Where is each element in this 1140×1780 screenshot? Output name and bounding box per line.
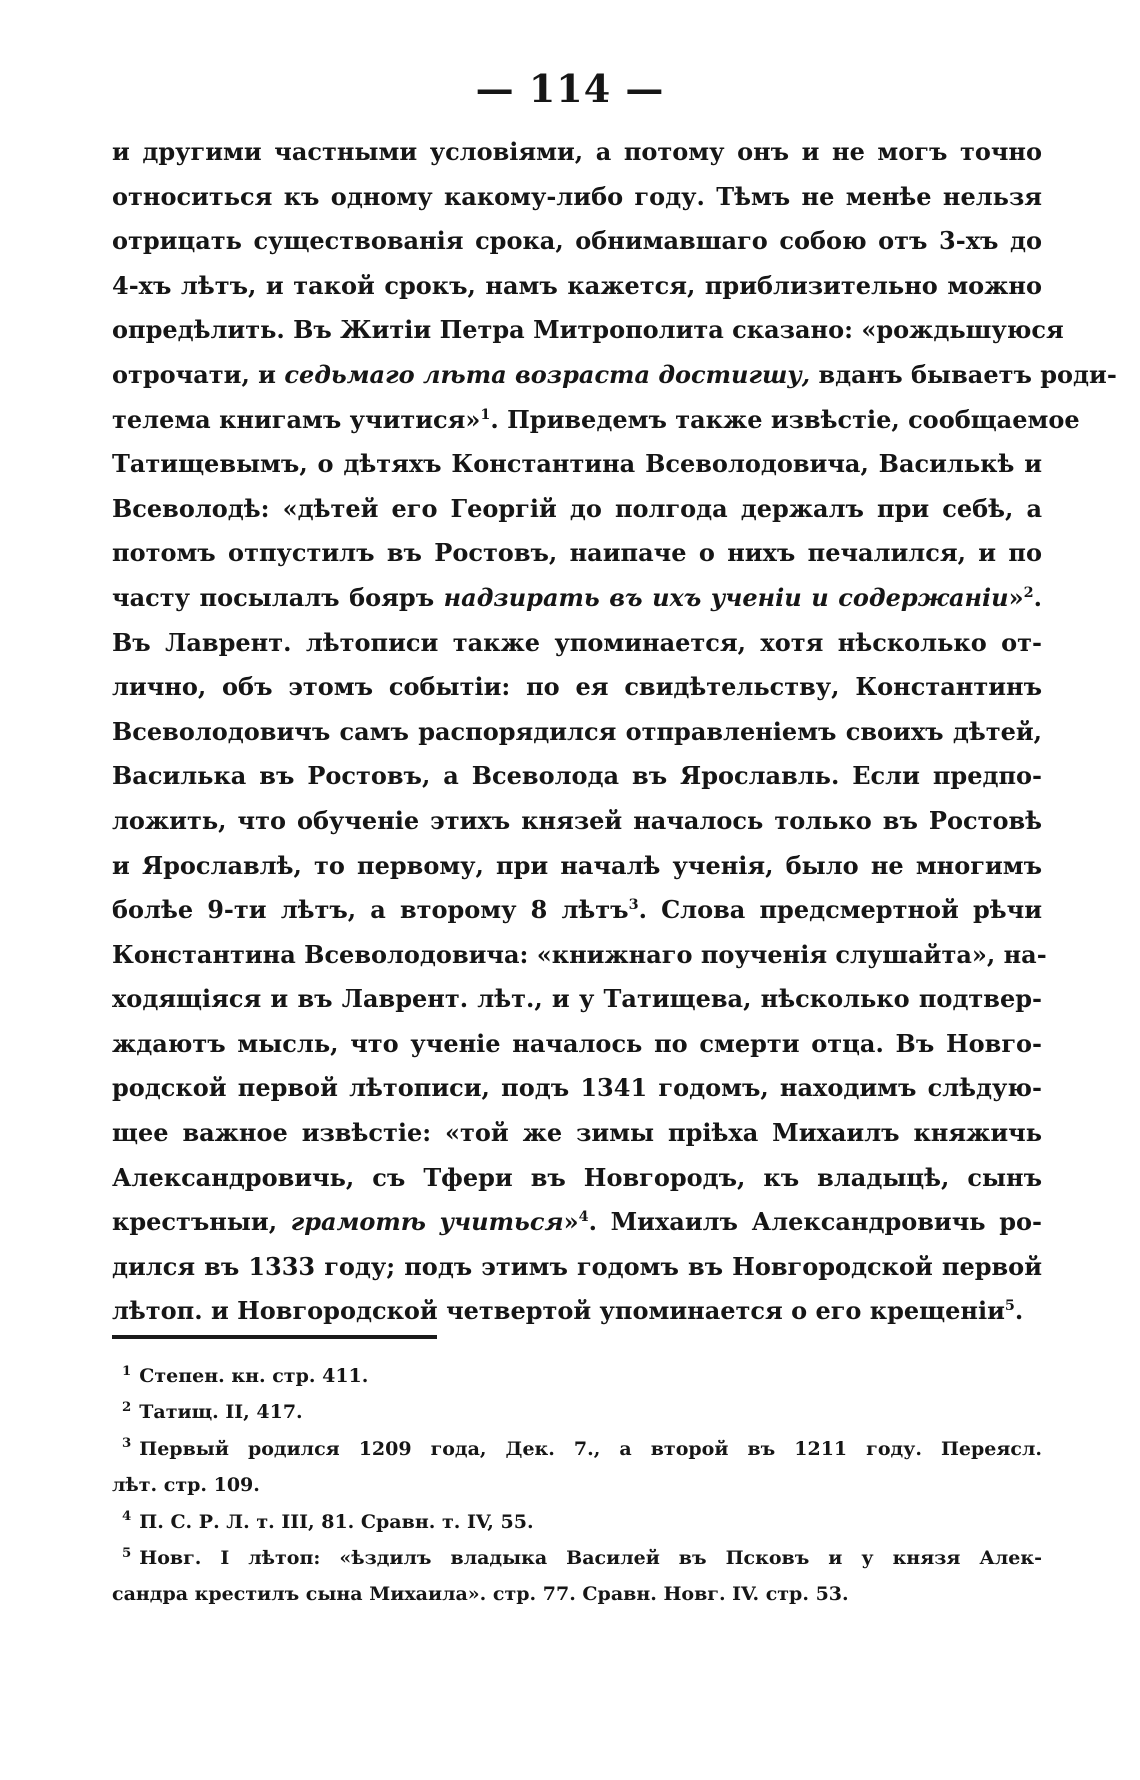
footnote-ref: 2 bbox=[1023, 583, 1034, 601]
footnote-ref: 4 bbox=[578, 1208, 589, 1226]
text-line: 4-хъ лѣтъ, и такой срокъ, намъ кажется, приблизительно можно bbox=[112, 270, 1042, 300]
text-line: часту посылалъ бояръ надзирать въ ихъ ученіи и содержаніи»$^2$. bbox=[112, 582, 1042, 612]
footnote-marker: 5 bbox=[122, 1545, 132, 1561]
main-text bbox=[112, 130, 1117, 1334]
text-line: ходящіяся и въ Лаврент. лѣт., и у Татищева, нѣсколько подтвер- bbox=[112, 984, 1042, 1014]
italic-text: седьмаго лѣта возраста достигшу, bbox=[284, 359, 811, 389]
text-line: Константина Всеволодовича: «книжнаго поученія слушайта», на- bbox=[112, 939, 1047, 969]
page-number: — 114 — bbox=[475, 66, 665, 111]
text-line: ждаютъ мысль, что ученіе началось по смерти отца. Въ Новго- bbox=[112, 1028, 1042, 1058]
footnote-divider bbox=[112, 1335, 437, 1339]
footnote: $^5$ Новг. I лѣтоп: «ѣздилъ владыка Василей въ Псковъ и у князя Алек- bbox=[122, 1545, 1042, 1569]
footnote-marker: 1 bbox=[122, 1363, 132, 1379]
footnote-marker: 2 bbox=[122, 1400, 132, 1416]
text-line: щее важное извѣстіе: «той же зимы пріѣха Михаилъ княжичь bbox=[112, 1118, 1042, 1148]
text-line: лично, объ этомъ событіи: по ея свидѣтельству, Константинъ bbox=[112, 672, 1042, 702]
text-line: и другими частными условіями, а потому онъ и не могъ точно bbox=[112, 137, 1042, 166]
footnote-continuation: лѣт. стр. 109. bbox=[112, 1474, 260, 1497]
text-line: потомъ отпустилъ въ Ростовъ, наипаче о нихъ печалился, и по bbox=[112, 538, 1042, 568]
footnote: $^2$ Татищ. II, 417. bbox=[122, 1400, 303, 1424]
text-line: опредѣлить. Въ Житіи Петра Митрополита сказано: «рождьшуюся bbox=[112, 315, 1064, 345]
text-line: дился въ 1333 году; подъ этимъ годомъ въ Новгородской первой bbox=[112, 1251, 1042, 1281]
footnote: $^3$ Первый родился 1209 года, Дек. 7., а второй въ 1211 году. Переясл. bbox=[122, 1436, 1042, 1460]
text-line: болѣе 9-ти лѣтъ, а второму 8 лѣтъ$^3$. Слова предсмертной рѣчи bbox=[112, 895, 1042, 925]
text-line: отрочати, и седьмаго лѣта возраста достигшу, вданъ бываетъ роди- bbox=[112, 359, 1117, 389]
text-line: Василька въ Ростовъ, а Всеволода въ Ярославль. Если предпо- bbox=[112, 761, 1042, 791]
text-line: Всеволодовичъ самъ распорядился отправленіемъ своихъ дѣтей, bbox=[112, 716, 1042, 746]
footnotes bbox=[112, 1358, 1042, 1613]
footnote: $^4$ П. С. Р. Л. т. III, 81. Сравн. т. IV, 55. bbox=[122, 1509, 534, 1533]
text-line: крестъныи, грамотѣ учиться»$^4$. Михаилъ Александровичь ро- bbox=[112, 1207, 1042, 1237]
italic-text: надзирать въ ихъ ученіи и содержаніи bbox=[443, 582, 1009, 612]
text-line: родской первой лѣтописи, подъ 1341 годомъ, находимъ слѣдую- bbox=[112, 1073, 1042, 1103]
text-line: Александровичь, съ Тфери въ Новгородъ, къ владыцѣ, сынъ bbox=[112, 1162, 1042, 1192]
text-line: ложить, что обученіе этихъ князей началось только въ Ростовѣ bbox=[112, 805, 1042, 835]
text-line: лѣтоп. и Новгородской четвертой упоминается о его крещеніи$^5$. bbox=[112, 1296, 1024, 1326]
footnote-ref: 5 bbox=[1004, 1297, 1015, 1315]
text-line: относиться къ одному какому-либо году. Тѣмъ не менѣе нельзя bbox=[112, 181, 1042, 211]
text-line: отрицать существованія срока, обнимавшаго собою отъ 3-хъ до bbox=[112, 226, 1042, 256]
footnote-marker: 3 bbox=[122, 1436, 132, 1452]
footnote-marker: 4 bbox=[122, 1509, 132, 1525]
footnote-continuation: сандра крестилъ сына Михаила». стр. 77. Сравн. Новг. IV. стр. 53. bbox=[112, 1583, 849, 1606]
text-line: и Ярославлѣ, то первому, при началѣ ученія, было не многимъ bbox=[112, 850, 1042, 880]
italic-text: грамотѣ учиться bbox=[290, 1207, 564, 1237]
text-line: Всеволодѣ: «дѣтей его Георгій до полгода держалъ при себѣ, а bbox=[112, 493, 1042, 523]
text-line: телема книгамъ учитися»$^1$. Приведемъ также извѣстіе, сообщаемое bbox=[112, 404, 1080, 434]
footnote-ref: 1 bbox=[480, 405, 491, 423]
text-line: Татищевымъ, о дѣтяхъ Константина Всеволодовича, Василькѣ и bbox=[112, 449, 1042, 479]
footnote-ref: 3 bbox=[628, 896, 639, 914]
text-line: Въ Лаврент. лѣтописи также упоминается, хотя нѣсколько от- bbox=[112, 627, 1042, 657]
footnote: $^1$ Степен. кн. стр. 411. bbox=[122, 1363, 369, 1387]
